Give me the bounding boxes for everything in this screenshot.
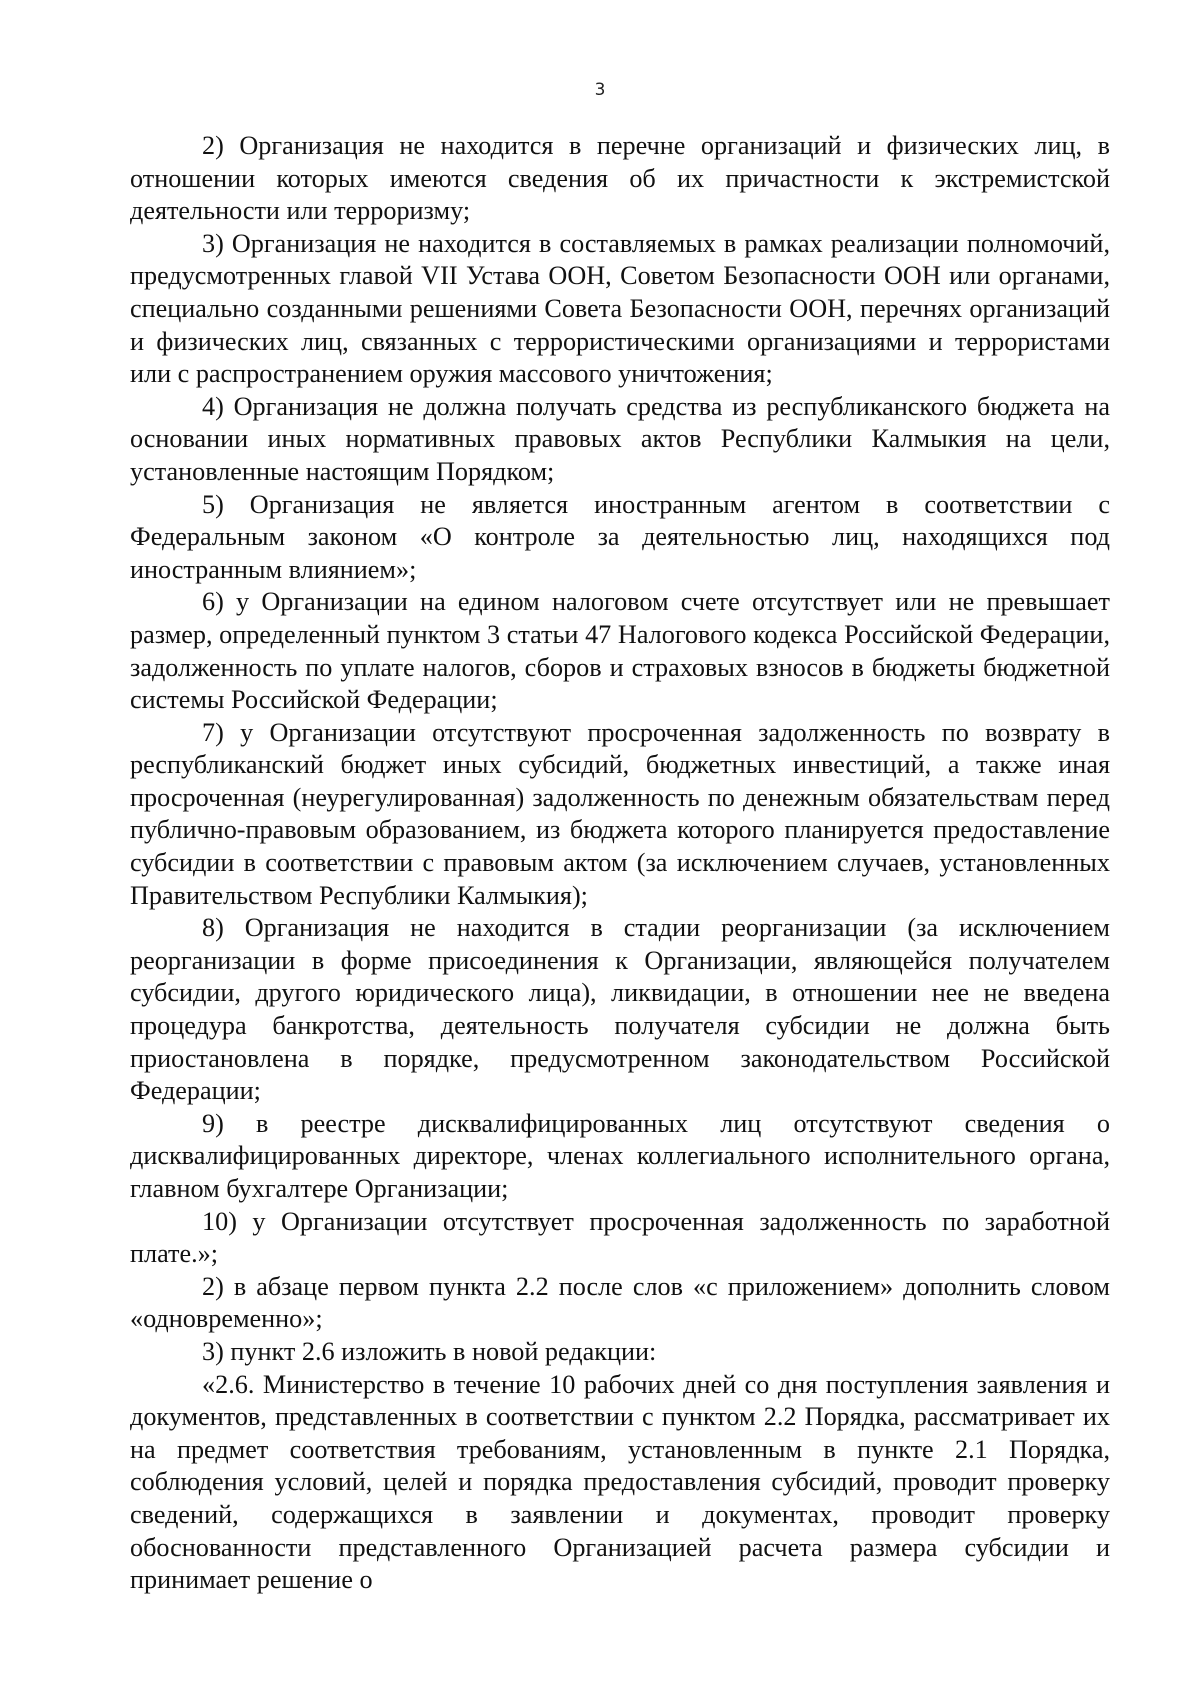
paragraph-item-4: 4) Организация не должна получать средства из республиканского бюджета на основании иных нормативных правовых актов Республики Калмыкия на цели, установленные настоящим Порядком; [130,391,1110,486]
paragraph-item-6: 6) у Организации на едином налоговом счете отсутствует или не превышает размер, определенный пунктом 3 статьи 47 Налогового кодекса Российской Федерации, задолженность по уплате налогов, сборов и страховых взносов в бюджеты бюджетной системы Российской Федерации; [130,587,1110,715]
paragraph-item-2: 2) Организация не находится в перечне организаций и физических лиц, в отношении которых имеются сведения об их причастности к экстремистской деятельности или терроризму; [130,131,1110,226]
paragraph-item-5: 5) Организация не является иностранным агентом в соответствии с Федеральным законом «О контроле за деятельностью лиц, находящихся под иностранным влиянием»; [130,489,1110,584]
paragraph-amendment-2: 2) в абзаце первом пункта 2.2 после слов «с приложением» дополнить словом «одновременно»; [130,1271,1110,1334]
page-number: 3 [594,80,606,100]
paragraph-item-9: 9) в реестре дисквалифицированных лиц отсутствуют сведения о дисквалифицированных директоре, членах коллегиального исполнительного органа, главном бухгалтере Организации; [130,1108,1110,1203]
document-body [130,130,1110,1597]
paragraph-clause-2-6: «2.6. Министерство в течение 10 рабочих дней со дня поступления заявления и документов, представленных в соответствии с пунктом 2.2 Порядка, рассматривает их на предмет соответствия требованиям, установленным в пункте 2.1 Порядка, соблюдения условий, целей и порядка предоставления субсидий, проводит проверку сведений, содержащихся в заявлении и документах, проводит проверку обоснованности представленного Организацией расчета размера субсидии и принимает решение о [130,1369,1110,1595]
paragraph-item-7: 7) у Организации отсутствуют просроченная задолженность по возврату в республиканский бюджет иных субсидий, бюджетных инвестиций, а также иная просроченная (неурегулированная) задолженность по денежным обязательствам перед публично-правовым образованием, из бюджета которого планируется предоставление субсидии в соответствии с правовым актом (за исключением случаев, установленных Правительством Республики Калмыкия); [130,717,1110,910]
paragraph-amendment-3: 3) пункт 2.6 изложить в новой редакции: [202,1336,657,1366]
paragraph-item-3: 3) Организация не находится в составляемых в рамках реализации полномочий, предусмотренных главой VII Устава ООН, Советом Безопасности ООН или органами, специально созданными решениями Совета Безопасности ООН, перечнях организаций и физических лиц, связанных с террористическими организациями и террористами или с распространением оружия массового уничтожения; [130,228,1110,389]
paragraph-item-8: 8) Организация не находится в стадии реорганизации (за исключением реорганизации в форме присоединения к Организации, являющейся получателем субсидии, другого юридического лица), ликвидации, в отношении нее не введена процедура банкротства, деятельность получателя субсидии не должна быть приостановлена в порядке, предусмотренном законодательством Российской Федерации; [130,913,1110,1106]
paragraph-item-10: 10) у Организации отсутствует просроченная задолженность по заработной плате.»; [130,1206,1110,1269]
